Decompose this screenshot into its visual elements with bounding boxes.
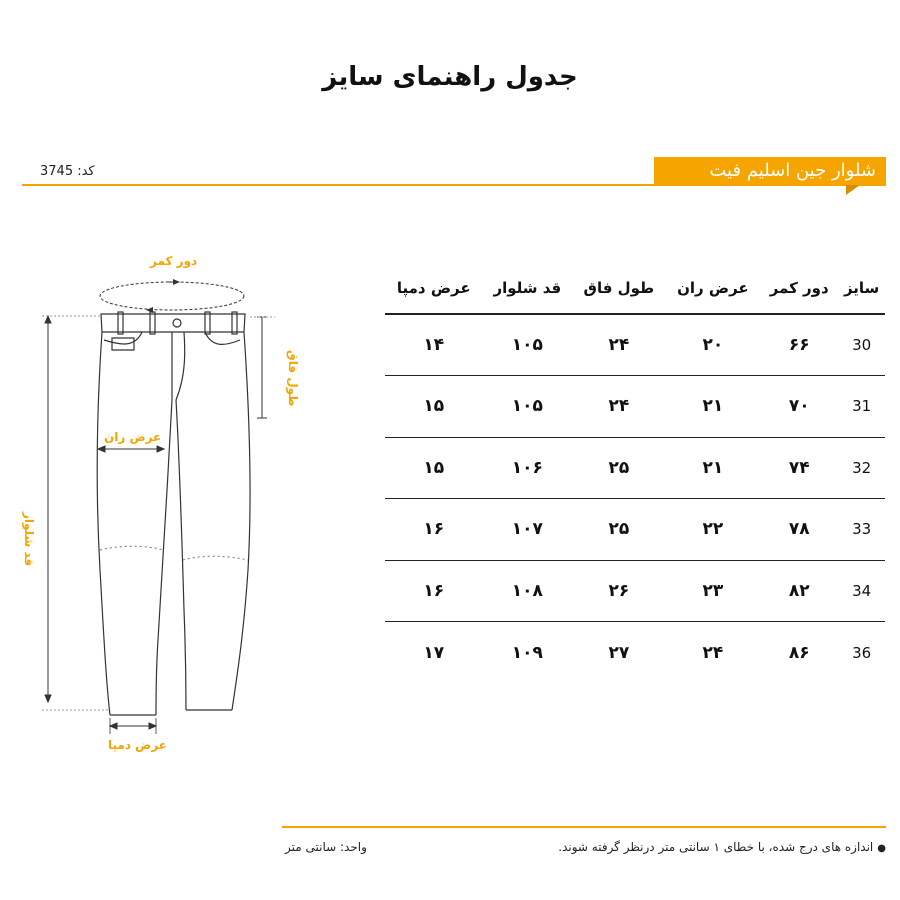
- cell-size: 31: [838, 376, 885, 438]
- product-name-tab: شلوار جین اسلیم فیت: [654, 157, 886, 185]
- jeans-diagram: [0, 240, 330, 770]
- length-label: قد شلوار: [22, 512, 36, 567]
- table-header-row: [385, 262, 885, 314]
- thigh-measure: [98, 446, 164, 452]
- cell-rise: ۲۷: [608, 642, 630, 663]
- table-row: [385, 376, 885, 438]
- page-title: جدول راهنمای سایز: [322, 62, 578, 92]
- footer-note-text: اندازه های درج شده، با خطای ۱ سانتی متر درنظر گرفته شوند.: [558, 840, 874, 854]
- header-length: قد شلوار: [483, 262, 573, 314]
- cell-hem: ۱۵: [385, 376, 483, 438]
- table-row: [385, 622, 885, 684]
- cell-thigh: ۲۰: [666, 314, 761, 376]
- cell-length: ۱۰۸: [483, 560, 573, 622]
- cell-thigh: ۲۱: [666, 376, 761, 438]
- footer-note: [558, 840, 886, 854]
- cell-waist: ۷۸: [760, 499, 838, 561]
- rise-measure: [250, 317, 275, 418]
- table-row: [385, 314, 885, 376]
- cell-waist: ۸۶: [788, 642, 810, 663]
- waist-label: دور کمر: [150, 254, 198, 268]
- cell-waist: ۶۶: [760, 314, 838, 376]
- header-size: سایز: [838, 262, 885, 314]
- product-code: کد: 3745: [40, 164, 95, 179]
- cell-length: ۱۰۹: [511, 642, 543, 663]
- cell-size: 34: [838, 560, 885, 622]
- table-row: [385, 437, 885, 499]
- cell-waist: ۸۲: [760, 560, 838, 622]
- jeans-illustration: [0, 240, 330, 770]
- product-tab-tail: [846, 185, 860, 195]
- waist-ellipse: [100, 282, 244, 310]
- cell-length: ۱۰۷: [483, 499, 573, 561]
- size-table: [385, 262, 885, 683]
- cell-waist: ۷۴: [760, 437, 838, 499]
- header-rise: طول فاق: [572, 262, 665, 314]
- hem-label: عرض دمپا: [108, 738, 167, 752]
- cell-rise: ۲۶: [572, 560, 665, 622]
- cell-waist: ۷۰: [760, 376, 838, 438]
- cell-thigh: ۲۴: [702, 642, 724, 663]
- cell-size: 30: [838, 314, 885, 376]
- cell-size: 33: [838, 499, 885, 561]
- cell-rise: ۲۴: [572, 376, 665, 438]
- cell-thigh: ۲۲: [666, 499, 761, 561]
- cell-rise: ۲۵: [572, 437, 665, 499]
- pants-outline: [97, 312, 250, 715]
- cell-hem: ۱۴: [385, 314, 483, 376]
- cell-length: ۱۰۵: [483, 376, 573, 438]
- rise-label: طول فاق: [286, 350, 300, 407]
- cell-hem: ۱۵: [385, 437, 483, 499]
- header-hem: عرض دمپا: [385, 262, 483, 314]
- cell-length: ۱۰۵: [483, 314, 573, 376]
- cell-hem: ۱۷: [423, 642, 445, 663]
- cell-length: ۱۰۶: [483, 437, 573, 499]
- header-waist: دور کمر: [760, 262, 838, 314]
- cell-rise: ۲۴: [572, 314, 665, 376]
- footer-divider: [282, 826, 886, 828]
- cell-rise: ۲۵: [572, 499, 665, 561]
- cell-hem: ۱۶: [385, 499, 483, 561]
- waist-arrowhead-top: [173, 279, 180, 285]
- cell-size: 36: [852, 643, 872, 662]
- thigh-label: عرض ران: [104, 430, 162, 444]
- table-row: [385, 499, 885, 561]
- hem-measure: [110, 718, 156, 734]
- cell-thigh: ۲۳: [666, 560, 761, 622]
- bullet-icon: ●: [877, 843, 886, 854]
- header-thigh: عرض ران: [666, 262, 761, 314]
- table-row: [385, 560, 885, 622]
- cell-hem: ۱۶: [385, 560, 483, 622]
- footer-unit: واحد: سانتی متر: [285, 840, 367, 854]
- cell-thigh: ۲۱: [666, 437, 761, 499]
- cell-size: 32: [838, 437, 885, 499]
